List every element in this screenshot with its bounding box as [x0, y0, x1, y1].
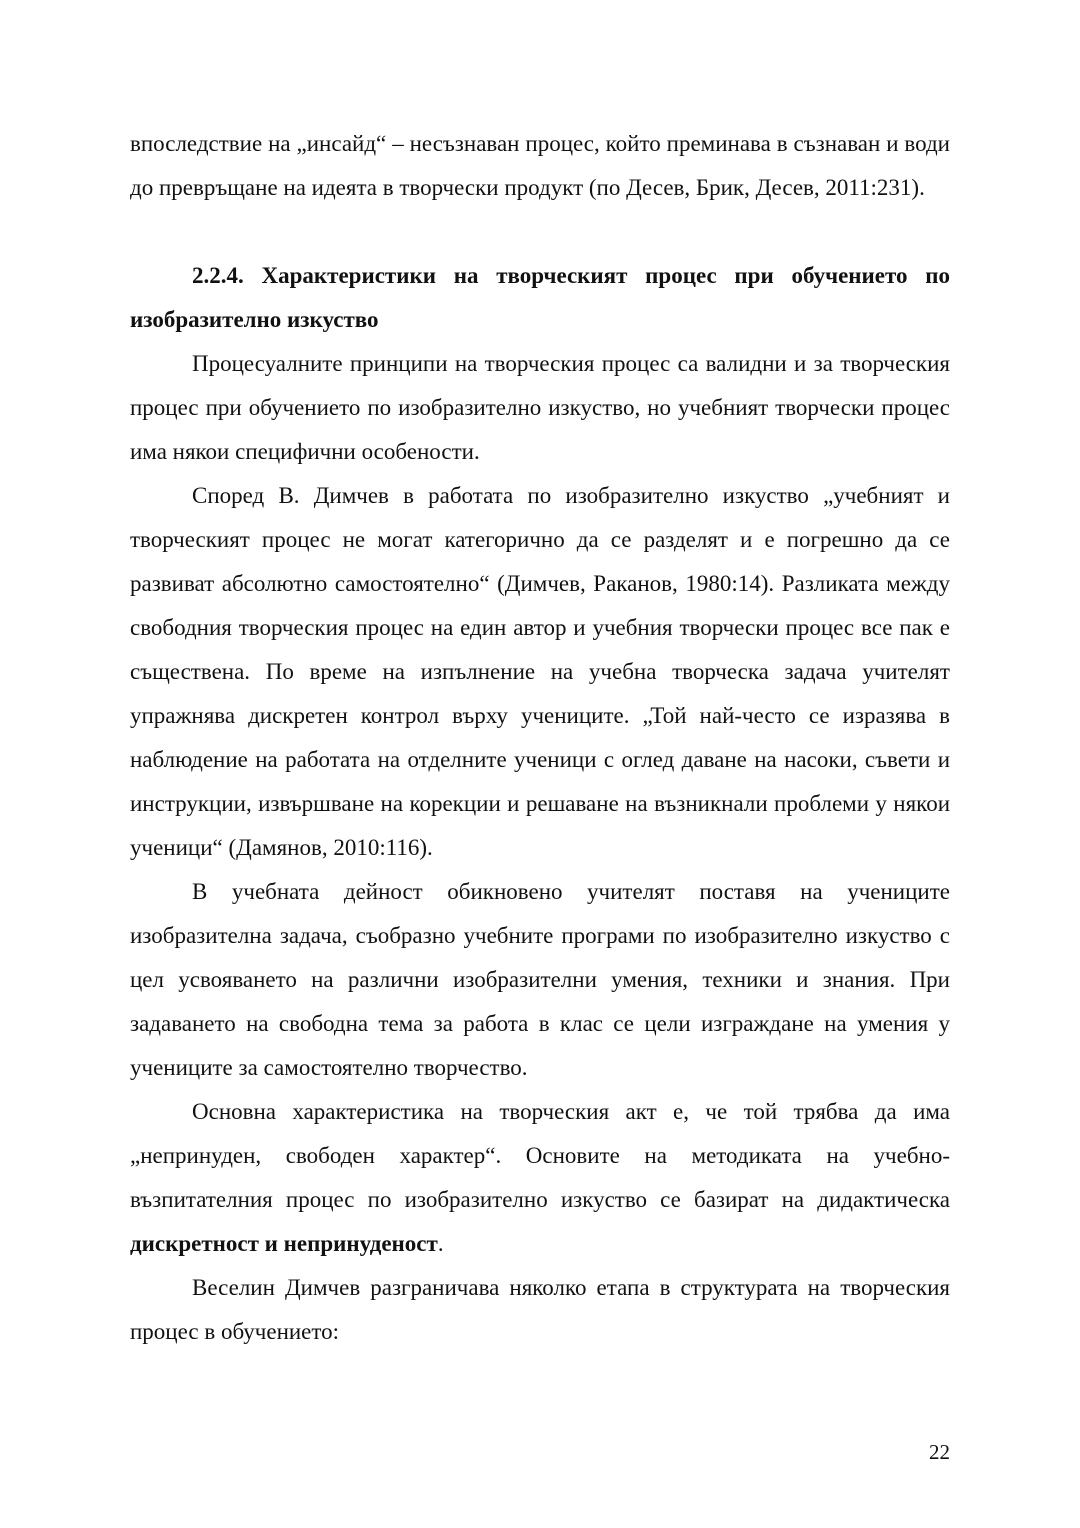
paragraph-continuation: впоследствие на „инсайд“ – несъзнаван процес, който преминава в съзнаван и води до превръщане на идеята в творчески продукт (по Десев, Брик, Десев, 2011:231). — [130, 131, 950, 200]
paragraph-creative-act-end: . — [437, 1231, 444, 1256]
page-number: 22 — [929, 1440, 950, 1464]
paragraph-dimchev-quote: Според В. Димчев в работата по изобразително изкуство „учебният и творческият процес не могат категорично да се разделят и е погрешно да се развиват абсолютно самостоятелно“ (Димчев, Раканов, 1980:14). Разликата между свободния творческия процес на един автор и учебния творчески процес все пак е съществена. По време на изпълнение на учебна творческа задача учителят упражнява дискретен контрол върху учениците. „Той най-често се изразява в наблюдение на работата на отделните ученици с оглед даване на насоки, съвети и инструкции, извършване на корекции и решаване на възникнали проблеми у някои ученици“ (Дамянов, 2010:116). — [130, 483, 950, 860]
section-heading: 2.2.4. Характеристики на творческият процес при обучението по изобразително изкуство — [130, 263, 950, 332]
page-body — [130, 122, 950, 1354]
paragraph-creative-act-start: Основна характеристика на творческия акт е, че той трябва да има „непринуден, свободен характер“. Основите на методиката на учебно-възпитателния процес по изобразително изкуство се базират на дидактическа — [130, 1099, 950, 1212]
paragraph-educational-activity: В учебната дейност обикновено учителят поставя на учениците изобразителна задача, съобразно учебните програми по изобразително изкуство с цел усвояването на различни изобразителни умения, техники и знания. При задаването на свободна тема за работа в клас се цели изграждане на умения у учениците за самостоятелно творчество. — [130, 879, 950, 1080]
paragraph-principles: Процесуалните принципи на творческия процес са валидни и за творческия процес при обучението по изобразително изкуство, но учебният творчески процес има някои специфични особености. — [130, 351, 950, 464]
paragraph-creative-act — [130, 1090, 950, 1266]
paragraph-stages-intro: Веселин Димчев разграничава няколко етапа в структурата на творческия процес в обучението: — [130, 1275, 950, 1344]
emphasis-discreteness: дискретност и непринуденост — [130, 1231, 438, 1256]
